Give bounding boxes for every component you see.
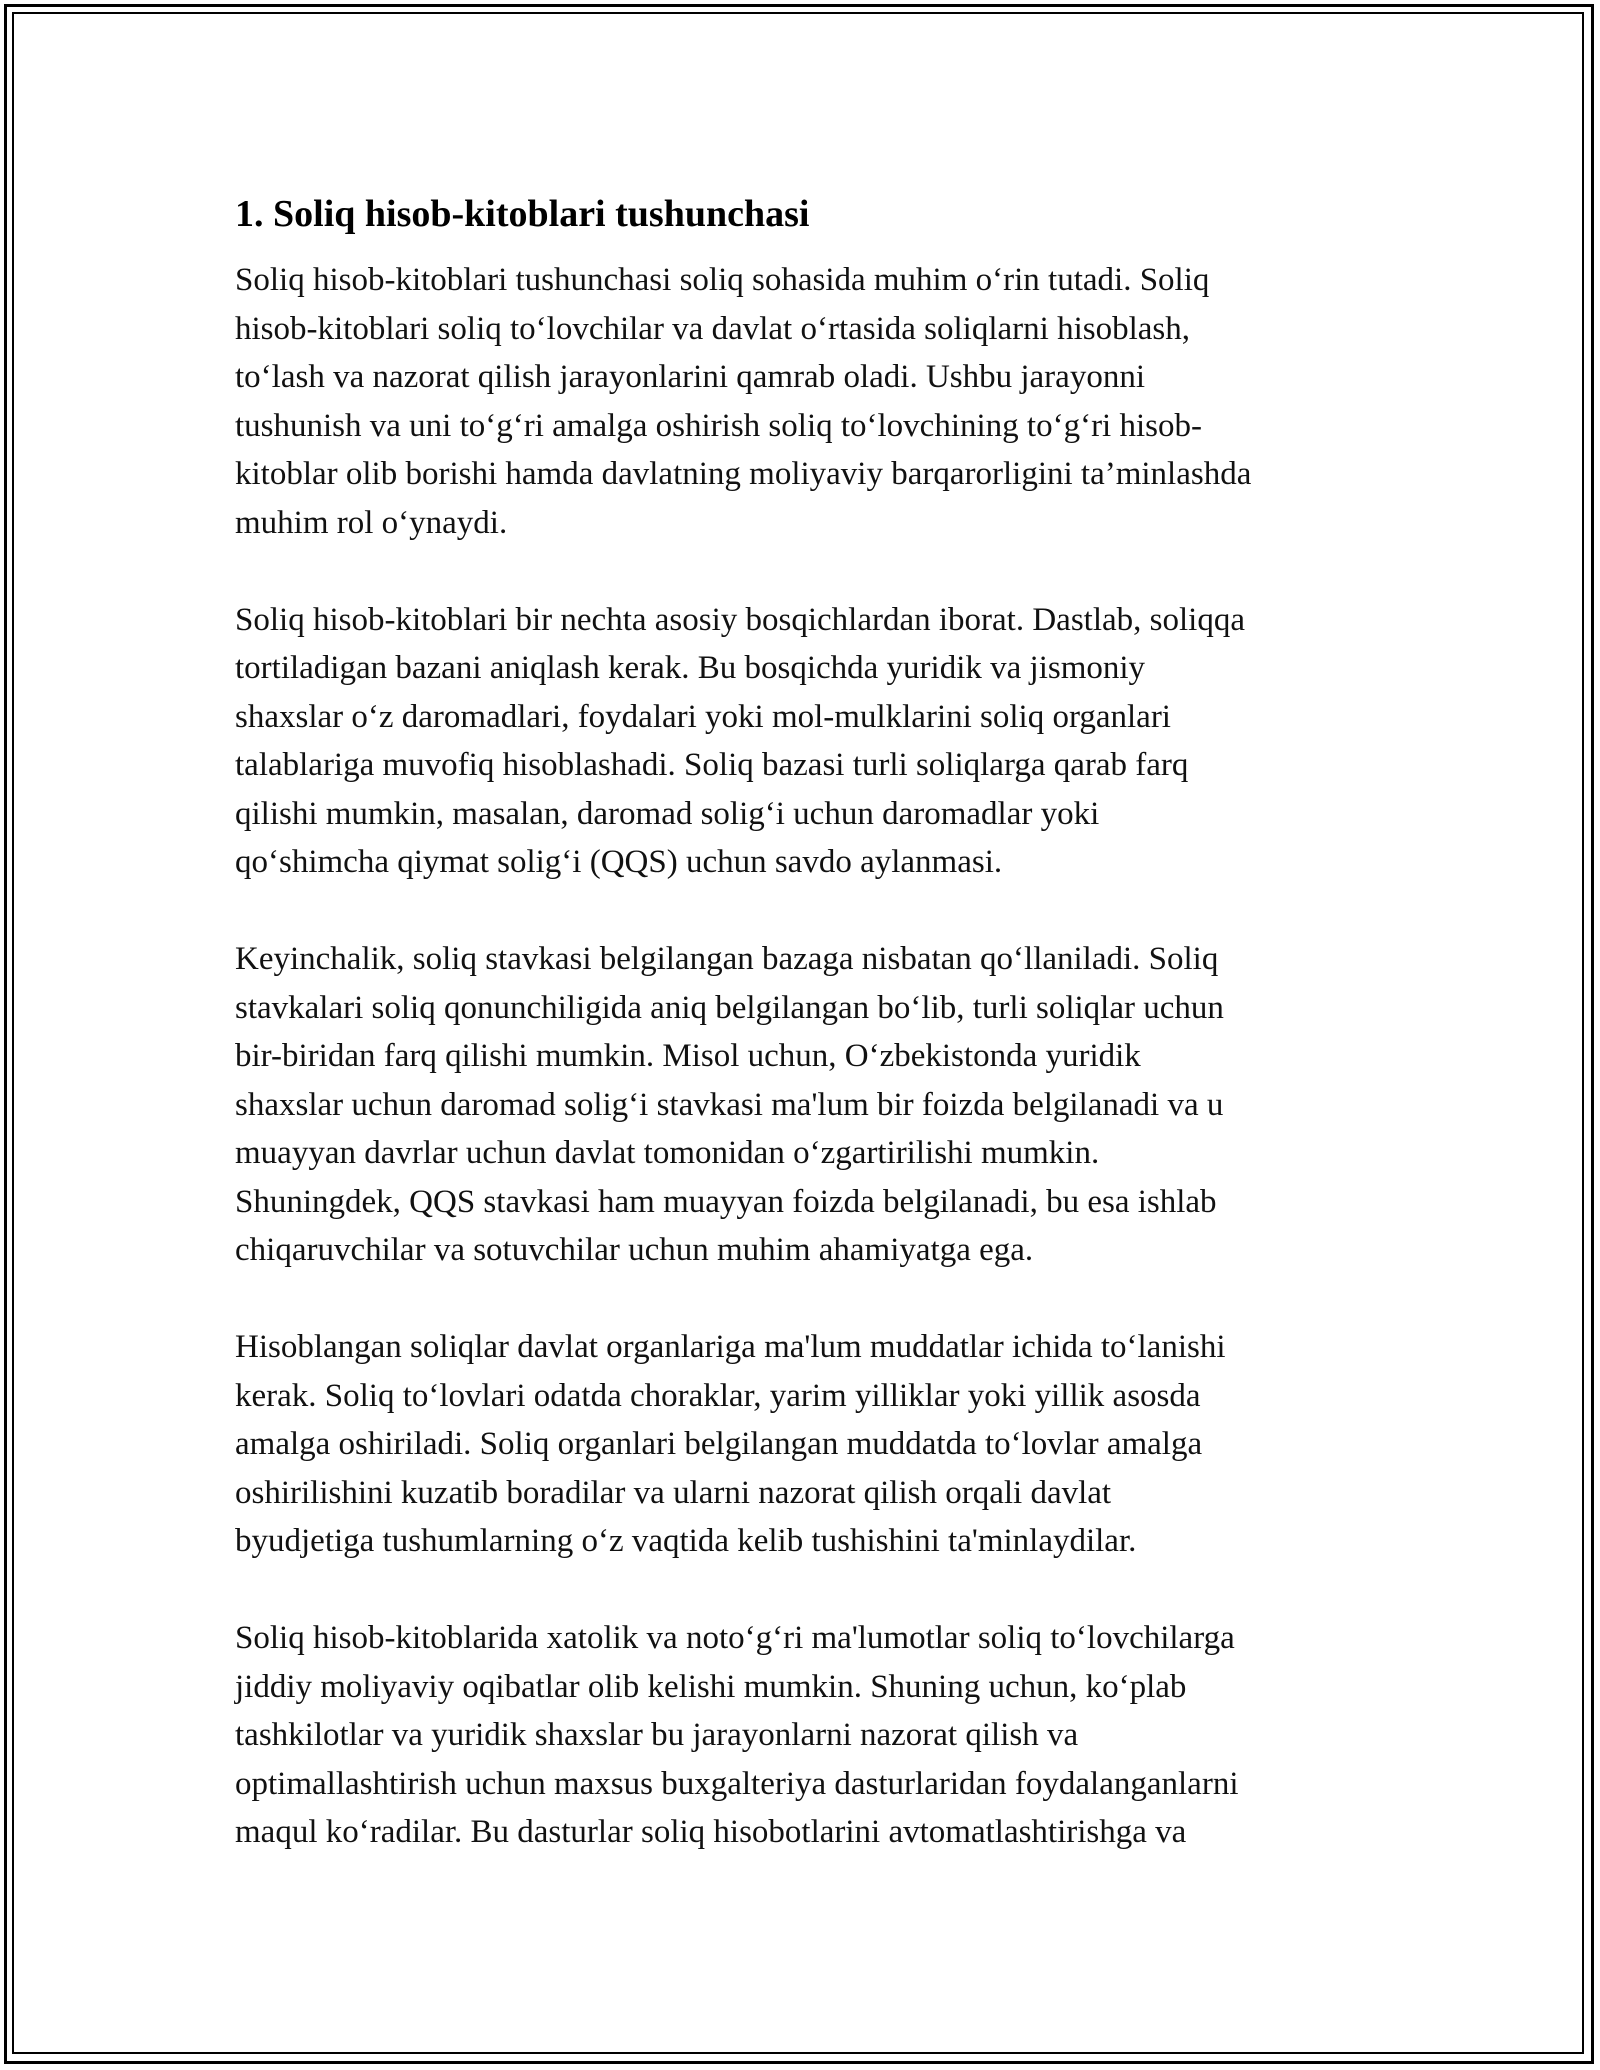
text-line: to‘lash va nazorat qilish jarayonlarini qamrab oladi. Ushbu jarayonni bbox=[235, 359, 1145, 395]
paragraph-5 bbox=[235, 1614, 1370, 1857]
text-line: muhim rol o‘ynaydi. bbox=[235, 504, 508, 541]
text-line: tashkilotlar va yuridik shaxslar bu jarayonlarni nazorat qilish va bbox=[235, 1717, 1079, 1753]
text-line: maqul ko‘radilar. Bu dasturlar soliq hisobotlarini avtomatlashtirishga va bbox=[235, 1814, 1187, 1850]
document-body bbox=[235, 188, 1370, 1905]
paragraph-3 bbox=[235, 935, 1370, 1275]
text-line: shaxslar uchun daromad solig‘i stavkasi ma'lum bir foizda belgilanadi va u bbox=[235, 1086, 1224, 1123]
text-line: tortiladigan bazani aniqlash kerak. Bu bosqichda yuridik va jismoniy bbox=[235, 650, 1146, 686]
text-line: shaxslar o‘z daromadlari, foydalari yoki mol-mulklarini soliq organlari bbox=[235, 698, 1171, 735]
text-line: qilishi mumkin, masalan, daromad solig‘i uchun daromadlar yoki bbox=[235, 795, 1100, 832]
text-line: hisob-kitoblari soliq to‘lovchilar va davlat o‘rtasida soliqlarni hisoblash, bbox=[235, 310, 1190, 347]
text-line: kitoblar olib borishi hamda davlatning moliyaviy barqarorligini ta’minlashda bbox=[235, 456, 1252, 492]
section-heading: 1. Soliq hisob-kitoblari tushunchasi bbox=[235, 193, 810, 235]
text-line: talablariga muvofiq hisoblashadi. Soliq bazasi turli soliqlarga qarab farq bbox=[235, 747, 1189, 783]
text-line: qo‘shimcha qiymat solig‘i (QQS) uchun savdo aylanmasi. bbox=[235, 844, 1003, 880]
text-line: Hisoblangan soliqlar davlat organlariga ma'lum muddatlar ichida to‘lanishi bbox=[235, 1329, 1226, 1365]
text-line: Soliq hisob-kitoblarida xatolik va noto‘g‘ri ma'lumotlar soliq to‘lovchilarga bbox=[235, 1620, 1235, 1656]
text-line: oshirilishini kuzatib boradilar va ularni nazorat qilish orqali davlat bbox=[235, 1474, 1112, 1511]
text-line: Soliq hisob-kitoblari bir nechta asosiy bosqichlardan iborat. Dastlab, soliqqa bbox=[235, 601, 1245, 638]
paragraph-4 bbox=[235, 1323, 1370, 1566]
text-line: Keyinchalik, soliq stavkasi belgilangan bazaga nisbatan qo‘llaniladi. Soliq bbox=[235, 941, 1219, 977]
text-line: byudjetiga tushumlarning o‘z vaqtida kelib tushishini ta'minlaydilar. bbox=[235, 1523, 1137, 1559]
text-line: amalga oshiriladi. Soliq organlari belgilangan muddatda to‘lovlar amalga bbox=[235, 1426, 1203, 1462]
text-line: muayyan davrlar uchun davlat tomonidan o‘zgartirilishi mumkin. bbox=[235, 1135, 1100, 1171]
text-line: Soliq hisob-kitoblari tushunchasi soliq sohasida muhim o‘rin tutadi. Soliq bbox=[235, 262, 1210, 298]
text-line: chiqaruvchilar va sotuvchilar uchun muhim ahamiyatga ega. bbox=[235, 1232, 1034, 1268]
paragraph-2 bbox=[235, 596, 1370, 887]
paragraph-1 bbox=[235, 256, 1370, 547]
text-line: tushunish va uni to‘g‘ri amalga oshirish soliq to‘lovchining to‘g‘ri hisob- bbox=[235, 407, 1202, 444]
text-line: jiddiy moliyaviy oqibatlar olib kelishi mumkin. Shuning uchun, ko‘plab bbox=[235, 1668, 1187, 1705]
text-line: optimallashtirish uchun maxsus buxgalteriya dasturlaridan foydalanganlarni bbox=[235, 1765, 1239, 1802]
text-line: kerak. Soliq to‘lovlari odatda choraklar, yarim yilliklar yoki yillik asosda bbox=[235, 1377, 1201, 1414]
text-line: bir-biridan farq qilishi mumkin. Misol uchun, O‘zbekistonda yuridik bbox=[235, 1038, 1141, 1074]
text-line: Shuningdek, QQS stavkasi ham muayyan foizda belgilanadi, bu esa ishlab bbox=[235, 1183, 1217, 1220]
text-line: stavkalari soliq qonunchiligida aniq belgilangan bo‘lib, turli soliqlar uchun bbox=[235, 989, 1224, 1026]
